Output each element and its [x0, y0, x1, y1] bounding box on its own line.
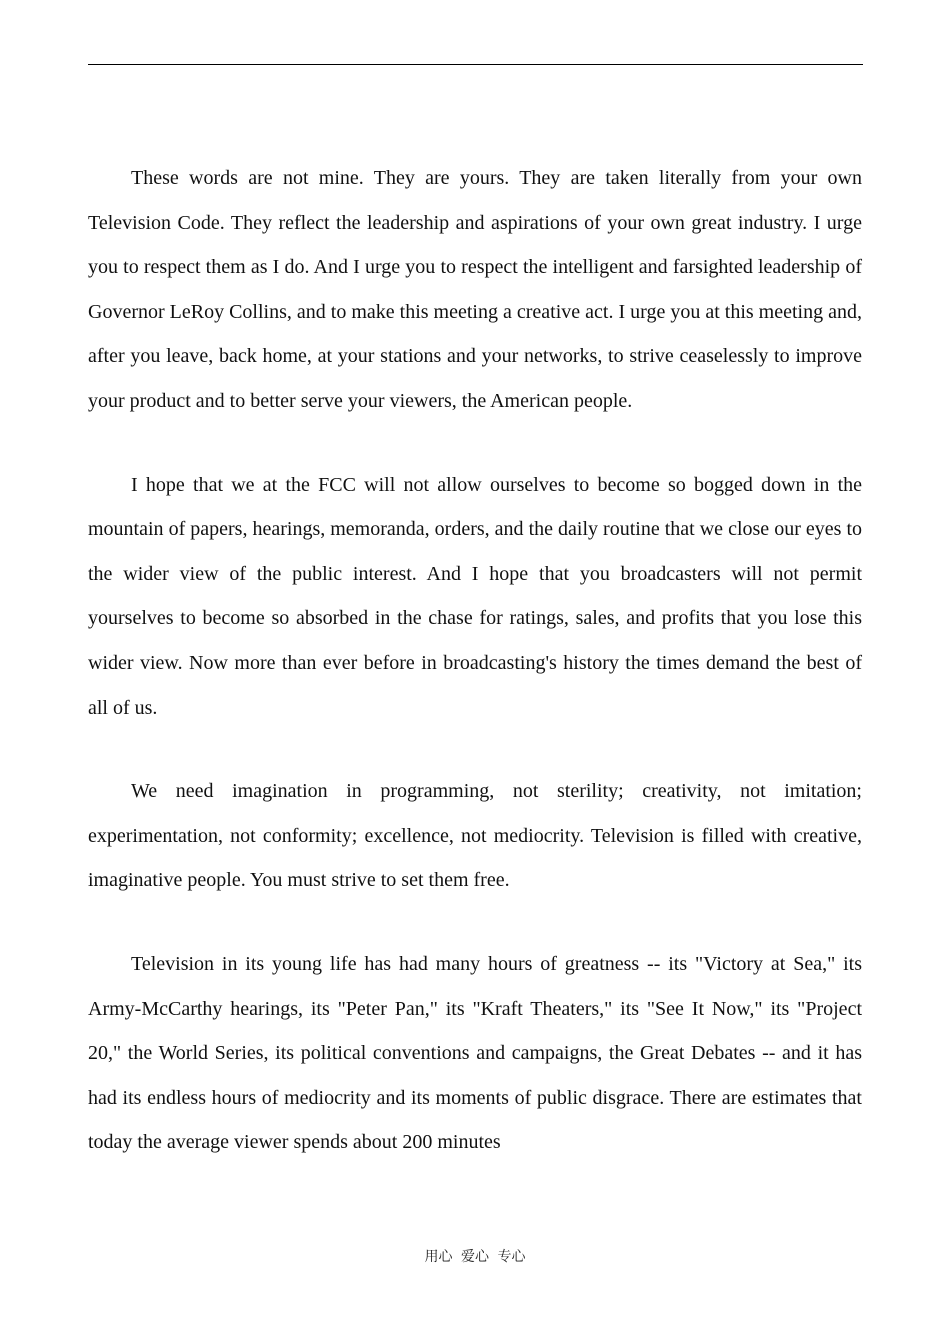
page-footer: 用心 爱心 专心	[424, 1249, 526, 1265]
paragraph: We need imagination in programming, not sterility; creativity, not imitation; experimentation, not conformity; excellence, not mediocrity. Television is filled with creative, imaginative people. You must strive to set them free.	[88, 780, 862, 892]
paragraph: I hope that we at the FCC will not allow ourselves to become so bogged down in the mountain of papers, hearings, memoranda, orders, and the daily routine that we close our eyes to the wider view of the public interest. And I hope that you broadcasters will not permit yourselves to become so absorbed in the chase for ratings, sales, and profits that you lose this wider view. Now more than ever before in broadcasting's history the times demand the best of all of us.	[88, 473, 862, 719]
header-rule	[88, 64, 863, 65]
page-body	[88, 156, 862, 1165]
paragraph: Television in its young life has had many hours of greatness -- its "Victory at Sea," its Army-McCarthy hearings, its "Peter Pan," its "Kraft Theaters," its "See It Now," its "Project 20," the World Series, its political conventions and campaigns, the Great Debates -- and it has had its endless hours of mediocrity and its moments of public disgrace. There are estimates that today the average viewer spends about 200 minutes	[88, 952, 862, 1154]
paragraph: These words are not mine. They are yours. They are taken literally from your own Television Code. They reflect the leadership and aspirations of your own great industry. I urge you to respect them as I do. And I urge you to respect the intelligent and farsighted leadership of Governor LeRoy Collins, and to make this meeting a creative act. I urge you at this meeting and, after you leave, back home, at your stations and your networks, to strive ceaselessly to improve your product and to better serve your viewers, the American people.	[88, 167, 862, 412]
